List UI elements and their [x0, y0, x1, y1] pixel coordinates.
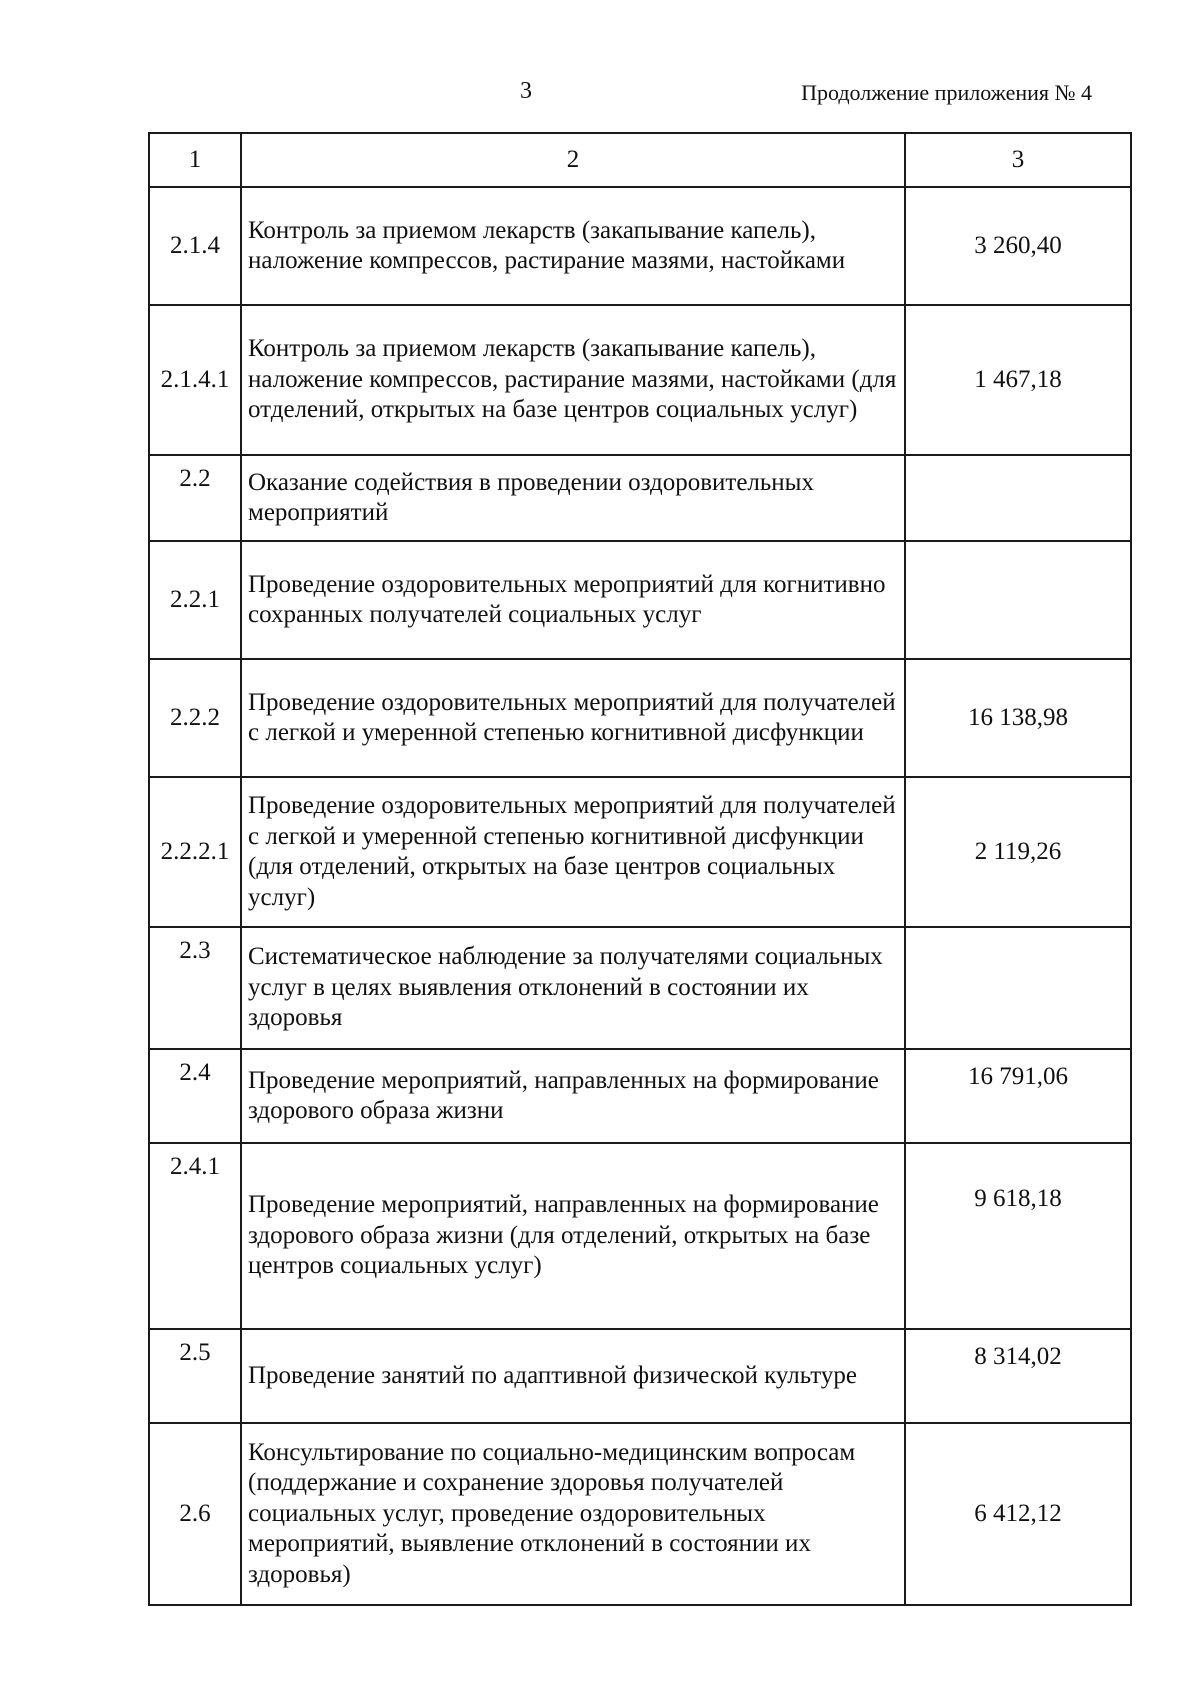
- row-code: 2.6: [149, 1423, 241, 1605]
- row-code: 2.4: [149, 1049, 241, 1143]
- row-description: Проведение оздоровительных мероприятий для получателей с легкой и умеренной степенью когнитивной дисфункции (для отделений, открытых на базе центров социальных услуг): [241, 777, 905, 927]
- row-value: 8 314,02: [905, 1329, 1131, 1423]
- row-description: Проведение мероприятий, направленных на формирование здорового образа жизни (для отделений, открытых на базе центров социальных услуг): [241, 1143, 905, 1329]
- row-value: [905, 927, 1131, 1049]
- table-row: [149, 187, 1131, 305]
- row-code: 2.2.1: [149, 541, 241, 659]
- row-description: Проведение мероприятий, направленных на формирование здорового образа жизни: [241, 1049, 905, 1143]
- page-number: 3: [520, 78, 532, 104]
- row-description: Консультирование по социально-медицинским вопросам (поддержание и сохранение здоровья получателей социальных услуг, проведение оздоровительных мероприятий, выявление отклонений в состоянии их здоровья): [241, 1423, 905, 1605]
- row-description: Проведение занятий по адаптивной физической культуре: [241, 1329, 905, 1423]
- column-header-1: 1: [149, 133, 241, 187]
- row-code: 2.1.4: [149, 187, 241, 305]
- row-code: 2.1.4.1: [149, 305, 241, 455]
- row-code: 2.2.2: [149, 659, 241, 777]
- table-row: [149, 305, 1131, 455]
- table-row: [149, 1049, 1131, 1143]
- row-description: Проведение оздоровительных мероприятий для получателей с легкой и умеренной степенью когнитивной дисфункции: [241, 659, 905, 777]
- row-value: [905, 541, 1131, 659]
- row-value: 3 260,40: [905, 187, 1131, 305]
- row-value: 16 791,06: [905, 1049, 1131, 1143]
- row-code: 2.2.2.1: [149, 777, 241, 927]
- row-value: 1 467,18: [905, 305, 1131, 455]
- table-row: [149, 541, 1131, 659]
- table-row: [149, 659, 1131, 777]
- appendix-continuation: Продолжение приложения № 4: [801, 80, 1092, 105]
- row-value: 6 412,12: [905, 1423, 1131, 1605]
- row-description: Оказание содействия в проведении оздоровительных мероприятий: [241, 455, 905, 541]
- row-description: Проведение оздоровительных мероприятий для когнитивно сохранных получателей социальных услуг: [241, 541, 905, 659]
- row-code: 2.4.1: [149, 1143, 241, 1329]
- row-code: 2.3: [149, 927, 241, 1049]
- table-row: [149, 1143, 1131, 1329]
- row-code: 2.5: [149, 1329, 241, 1423]
- row-description: Контроль за приемом лекарств (закапывание капель), наложение компрессов, растирание мазями, настойками: [241, 187, 905, 305]
- row-value: [905, 455, 1131, 541]
- tariff-table: [148, 132, 1132, 1606]
- row-description: Систематическое наблюдение за получателями социальных услуг в целях выявления отклонений в состоянии их здоровья: [241, 927, 905, 1049]
- row-description: Контроль за приемом лекарств (закапывание капель), наложение компрессов, растирание мазями, настойками (для отделений, открытых на базе центров социальных услуг): [241, 305, 905, 455]
- table-header-row: [149, 133, 1131, 187]
- table-row: [149, 1423, 1131, 1605]
- row-value: 9 618,18: [905, 1143, 1131, 1329]
- row-code: 2.2: [149, 455, 241, 541]
- column-header-2: 2: [241, 133, 905, 187]
- row-value: 16 138,98: [905, 659, 1131, 777]
- row-value: 2 119,26: [905, 777, 1131, 927]
- table-row: [149, 927, 1131, 1049]
- table-row: [149, 1329, 1131, 1423]
- column-header-3: 3: [905, 133, 1131, 187]
- table-row: [149, 455, 1131, 541]
- table-row: [149, 777, 1131, 927]
